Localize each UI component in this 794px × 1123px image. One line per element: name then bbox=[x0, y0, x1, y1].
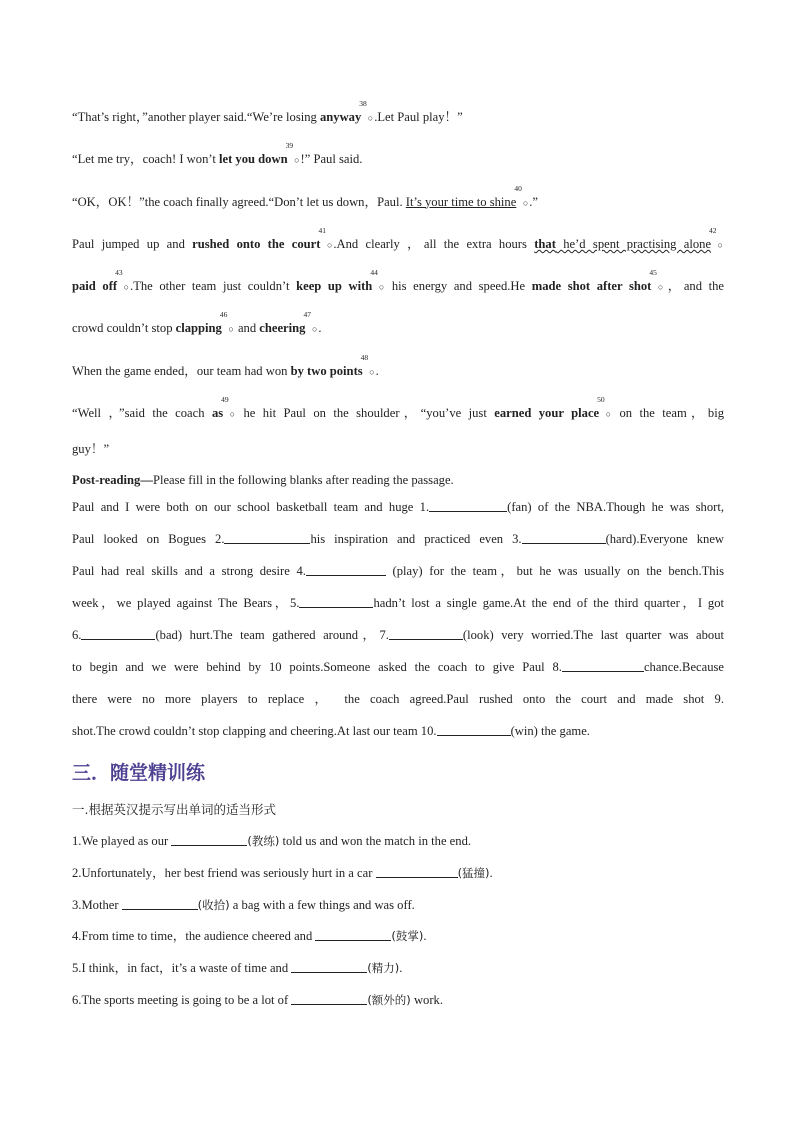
exercise-item-6: 6.The sports meeting is going to be a lot of (额外的) work. bbox=[72, 992, 443, 1007]
circle-mark-icon: ○ bbox=[369, 366, 375, 377]
note-number: 39 bbox=[285, 141, 294, 151]
note-number: 50 bbox=[597, 395, 605, 405]
circle-mark-icon: ○ bbox=[326, 239, 333, 250]
story-line-7: When the game ended，our team had won by two points$^{48}$○. bbox=[72, 350, 724, 392]
exercise-blank[interactable] bbox=[291, 960, 367, 973]
post-reading-heading: Post-reading—Please fill in the following blanks after reading the passage. bbox=[72, 473, 454, 488]
note-number: 48 bbox=[360, 352, 369, 362]
keyword: by two points bbox=[290, 363, 363, 378]
post-line-3: Paul had real skills and a strong desire 4. (play) for the team，but he was usually on the bench.This bbox=[72, 564, 724, 579]
note-number: 46 bbox=[219, 310, 228, 320]
exercise-blank[interactable] bbox=[376, 865, 458, 878]
exercise-blank[interactable] bbox=[315, 928, 391, 941]
circle-mark-icon: ○ bbox=[367, 113, 374, 123]
post-line-5: 6. (bad) hurt.The team gathered around，7. (look) very worried.The last quarter was about bbox=[72, 627, 724, 642]
exercise-blank[interactable] bbox=[291, 992, 367, 1005]
exercise-blank[interactable] bbox=[122, 897, 198, 910]
answer-blank-6[interactable] bbox=[81, 627, 155, 640]
circle-mark-icon: ○ bbox=[605, 409, 612, 420]
exercise-item-4: 4.From time to time，the audience cheered and (鼓掌). bbox=[72, 929, 427, 944]
exercise-blank[interactable] bbox=[171, 833, 247, 846]
keyword: clapping bbox=[175, 321, 222, 336]
story-line-4: Paul jumped up and rushed onto the court$^{41}$○.And clearly ，all the extra hours that he’d spent practising alone$^{42}$○ bbox=[72, 223, 724, 265]
post-line-1: Paul and I were both on our school basketball team and huge 1. (fan) of the NBA.Though he was short, bbox=[72, 500, 724, 515]
post-line-8: shot.The crowd couldn’t stop clapping and cheering.At last our team 10. (win) the game. bbox=[72, 723, 590, 738]
keyword: earned your place bbox=[494, 406, 600, 421]
circle-mark-icon: ○ bbox=[522, 197, 529, 208]
exercise-instruction: 一.根据英汉提示写出单词的适当形式 bbox=[72, 802, 276, 817]
keyword: cheering bbox=[259, 321, 306, 336]
circle-mark-icon: ○ bbox=[657, 282, 664, 293]
note-number: 43 bbox=[115, 268, 123, 278]
keyword: anyway bbox=[319, 110, 362, 124]
keyword: paid off bbox=[72, 279, 118, 294]
circle-mark-icon: ○ bbox=[228, 324, 234, 335]
story-passage bbox=[72, 96, 724, 748]
answer-blank-8[interactable] bbox=[562, 659, 644, 672]
story-line-8: “Well ，”said the coach $as^{49}○$ he hit Paul on the shoulder，“you’ve just earned your place$^{50}$○ on the team，big bbox=[72, 392, 724, 434]
section-title: 三．随堂精训练 bbox=[72, 762, 206, 784]
note-number: 38 bbox=[359, 99, 367, 108]
note-number: 40 bbox=[514, 183, 522, 193]
story-line-6: crowd couldn’t stop clapping$^{46}$○ and cheering$^{47}$○. bbox=[72, 307, 724, 349]
exercise-item-5: 5.I think，in fact，it’s a waste of time and (精力). bbox=[72, 961, 403, 976]
underlined-phrase: It’s your time to shine bbox=[405, 194, 517, 209]
answer-blank-3[interactable] bbox=[522, 531, 606, 544]
keyword: rushed onto the court bbox=[192, 236, 321, 251]
post-line-7: there were no more players to replace ， the coach agreed.Paul rushed onto the court and made shot 9. bbox=[72, 691, 724, 706]
answer-blank-4[interactable] bbox=[306, 563, 386, 576]
circle-mark-icon: ○ bbox=[378, 282, 385, 293]
story-line-5: paid off$^{43}$○.The other team just couldn’t keep up with$^{44}$○ his energy and speed.He made shot after shot$^{45}$○，and the bbox=[72, 265, 724, 307]
story-line-1: “That’s right，”another player said.“We’re losing anyway$^{38}$○.Let Paul play！” bbox=[72, 96, 724, 138]
exercise-item-3: 3.Mother (收拾) a bag with a few things and was off. bbox=[72, 897, 415, 912]
exercise-list bbox=[72, 826, 493, 1017]
keyword: as bbox=[211, 406, 224, 421]
answer-blank-2[interactable] bbox=[224, 531, 310, 544]
post-line-2: Paul looked on Bogues 2. his inspiration and practiced even 3. (hard).Everyone knew bbox=[72, 532, 725, 547]
wavy-underlined-phrase: that he’d spent practising alone bbox=[534, 236, 712, 251]
exercise-item-2: 2.Unfortunately，her best friend was seriously hurt in a car (猛撞). bbox=[72, 865, 493, 880]
keyword: keep up with bbox=[296, 279, 373, 294]
post-reading-passage bbox=[72, 492, 724, 747]
answer-blank-5[interactable] bbox=[299, 595, 373, 608]
circle-mark-icon: ○ bbox=[294, 155, 300, 166]
answer-blank-1[interactable] bbox=[429, 499, 507, 512]
answer-blank-7[interactable] bbox=[389, 627, 463, 640]
note-number: 44 bbox=[370, 268, 378, 278]
note-number: 49 bbox=[221, 395, 229, 405]
circle-mark-icon: ○ bbox=[717, 239, 723, 250]
answer-blank-10[interactable] bbox=[437, 723, 511, 736]
keyword: let you down bbox=[219, 152, 288, 167]
story-line-9: guy！” bbox=[72, 442, 110, 457]
story-line-3: “OK，OK！”the coach finally agreed.“Don’t let us down，Paul. It’s your time to shine$^{40}$○.” bbox=[72, 181, 724, 223]
circle-mark-icon: ○ bbox=[229, 409, 236, 420]
note-number: 41 bbox=[318, 225, 326, 235]
note-number: 42 bbox=[709, 225, 717, 235]
note-number: 45 bbox=[649, 268, 657, 278]
story-line-2: “Let me try，coach! I won’t let you down$^{39}$○!” Paul said. bbox=[72, 138, 724, 180]
circle-mark-icon: ○ bbox=[123, 282, 130, 293]
circle-mark-icon: ○ bbox=[311, 324, 318, 335]
post-line-6: to begin and we were behind by 10 points.Someone asked the coach to give Paul 8. chance.Because bbox=[72, 659, 724, 674]
post-line-4: week，we played against The Bears，5. hadn’t lost a single game.At the end of the third quarter，I got bbox=[72, 596, 725, 611]
note-number: 47 bbox=[303, 310, 311, 320]
keyword: made shot after shot bbox=[531, 279, 652, 294]
exercise-item-1: 1.We played as our (教练) told us and won the match in the end. bbox=[72, 834, 472, 848]
